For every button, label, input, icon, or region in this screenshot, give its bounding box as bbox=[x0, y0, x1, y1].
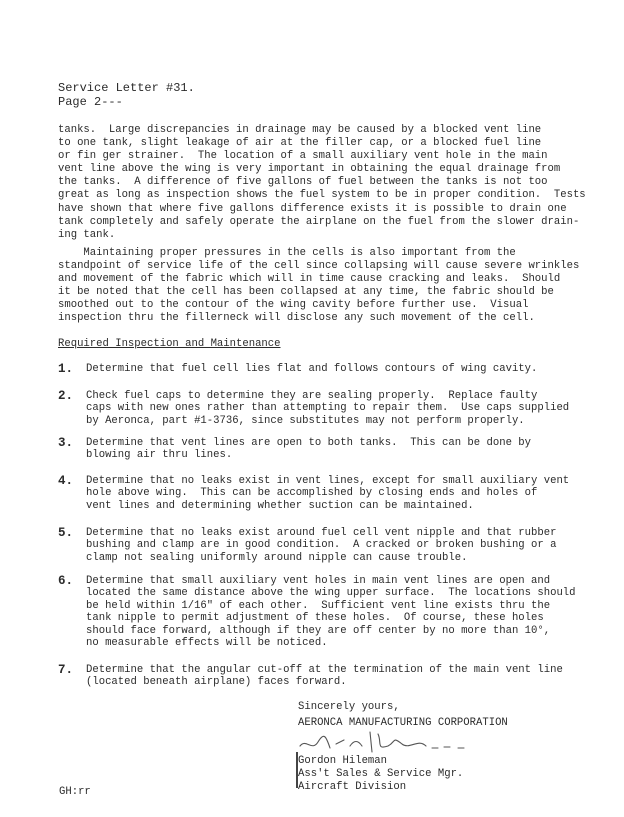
list-item-number: 5. bbox=[58, 526, 74, 540]
signer-name: Gordon Hileman bbox=[298, 755, 388, 767]
letter-title: Service Letter #31. bbox=[58, 81, 195, 95]
list-item-text: Determine that small auxiliary vent holes in main vent lines are open and located the same distance above the wing upper surface. The locations should be held within 1/16" of each other. Sufficient vent line exists thru the tank nipple to permit adjustment of these holes. Of course, these holes should face forward, although if they are off center by no more than 10°, no measurable effects will be noticed. bbox=[86, 575, 576, 650]
salutation: Sincerely yours, bbox=[298, 701, 400, 713]
list-item-text: Determine that the angular cut-off at the termination of the main vent line (located beneath airplane) faces forward. bbox=[86, 664, 563, 689]
section-heading: Required Inspection and Maintenance bbox=[58, 338, 281, 350]
list-item-text: Determine that fuel cell lies flat and follows contours of wing cavity. bbox=[86, 363, 538, 375]
list-item-number: 7. bbox=[58, 663, 74, 677]
list-item-number: 1. bbox=[58, 362, 74, 376]
signer-division: Aircraft Division bbox=[298, 781, 407, 793]
list-item-text: Determine that no leaks exist around fuel cell vent nipple and that rubber bushing and clamp are in good condition. A cracked or broken bushing or a clamp not sealing uniformly around nipple can cause trouble. bbox=[86, 527, 557, 564]
signer-title: Ass't Sales & Service Mgr. bbox=[298, 768, 464, 780]
handwritten-signature bbox=[292, 728, 542, 758]
list-item-number: 6. bbox=[58, 574, 74, 588]
paragraph-cell-pressure: Maintaining proper pressures in the cells is also important from the standpoint of service life of the cell since collapsing will cause severe wrinkles and movement of the fabric which will in time cause cracking and leaks. Should it be noted that the cell has been collapsed at any time, the fabric should be smoothed out to the contour of the wing cavity before further use. Visual inspection thru the fillerneck will disclose any such movement of the cell. bbox=[58, 247, 580, 325]
signer-block bbox=[298, 755, 463, 794]
company-name: AERONCA MANUFACTURING CORPORATION bbox=[298, 717, 508, 729]
list-item-number: 4. bbox=[58, 474, 74, 488]
page-number: Page 2--- bbox=[58, 95, 123, 109]
list-item-number: 3. bbox=[58, 436, 74, 450]
list-item-number: 2. bbox=[58, 389, 74, 403]
paragraph-fuel-drainage: tanks. Large discrepancies in drainage may be caused by a blocked vent line to one tank, slight leakage of air at the filler cap, or a blocked fuel line or fin ger strainer. The location of a small auxiliary vent hole in the main vent line above the wing is very important in obtaining the equal drainage from the tanks. A difference of five gallons of fuel between the tanks is not too great as long as inspection shows the fuel system to be in proper condition. Tests have shown that where five gallons difference exists it is possible to drain one tank completely and safely operate the airplane on the fuel from the slower drain- ing tank. bbox=[58, 124, 586, 241]
list-item-text: Determine that vent lines are open to both tanks. This can be done by blowing air thru lines. bbox=[86, 437, 532, 462]
typist-initials: GH:rr bbox=[59, 786, 91, 798]
list-item-text: Determine that no leaks exist in vent lines, except for small auxiliary vent hole above wing. This can be accomplished by closing ends and holes of vent lines and determining whether suction can be maintained. bbox=[86, 475, 570, 512]
list-item-text: Check fuel caps to determine they are sealing properly. Replace faulty caps with new ones rather than attempting to repair them. Use caps supplied by Aeronca, part #1-3736, since substitutes may not perform properly. bbox=[86, 390, 570, 427]
